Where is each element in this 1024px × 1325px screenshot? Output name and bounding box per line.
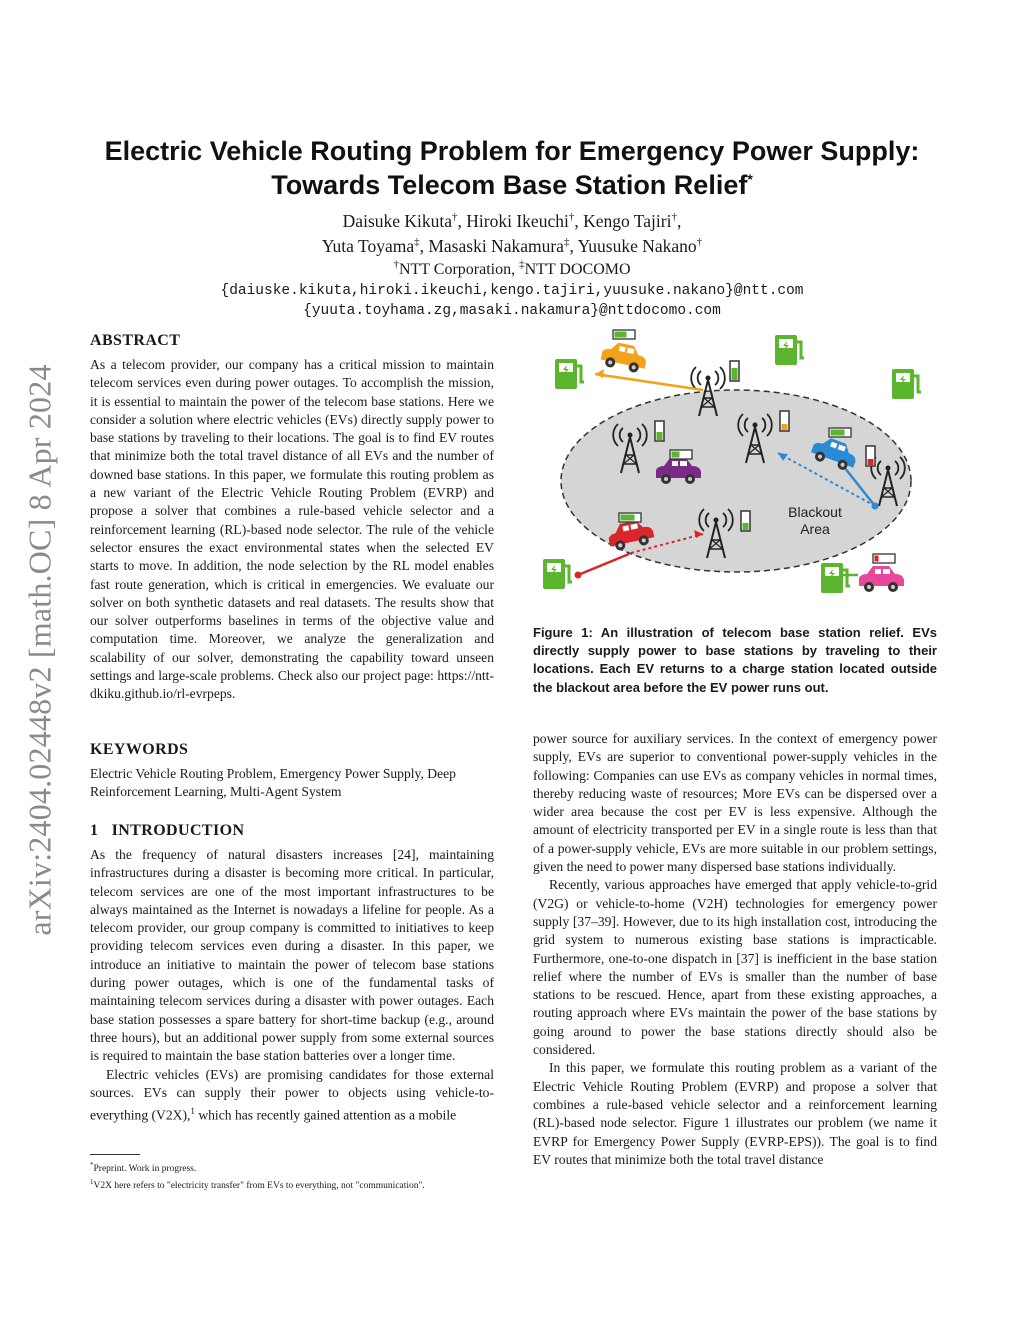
keywords-body [90,765,494,802]
title-line-2: Towards Telecom Base Station Relief* [271,170,753,200]
abstract-heading: ABSTRACT [90,332,181,349]
charge-station-icon [892,369,921,399]
intro-paragraph-1: As the frequency of natural disasters increases [24], maintaining infrastructures during a disaster is becoming more critical. In particular, telecom services are one of the most important infrastructures to be always maintained as the Internet is nowadays a lifeline for people. As a telecom provider, our group company is committed to initiatives to keep providing telecom services even during a disaster. In this paper, we introduce an initiative to maintain the power of telecom base stations during power outages, which is one of the fundamental tasks of maintaining telecom services during a disaster with power outages. Each base station possesses a spare battery for short-time backup (e.g., around three hours), but an additional power supply from some external sources is required to maintain the base station batteries over a longer time. [90,847,494,1064]
right-paragraph-3: In this paper, we formulate this routing problem as a variant of the Electric Vehicle Routing Problem (EVRP) and propose a solver that combines a rule-based vehicle selector and a reinforcement learning (RL)-based node selector. Figure 1 illustrates our problem (we name it EVRP for Emergency Power Supply (EVRP-EPS)). The goal is to find EV routes that minimize both the total travel distance [533,1060,937,1167]
blackout-label-2: Area [800,521,830,537]
abstract-section [90,332,494,350]
arxiv-sidebar [18,330,62,970]
email-line-1: {daiuske.kikuta,hiroki.ikeuchi,kengo.tajiri,yuusuke.nakano}@ntt.com [220,283,804,299]
orange-ev-icon [599,340,648,375]
author-line-1: Daisuke Kikuta†, Hiroki Ikeuchi†, Kengo Tajiri†, [342,211,682,231]
intro-body [90,846,494,1125]
keywords-heading: KEYWORDS [90,741,189,758]
author-line-2: Yuta Toyama‡, Masaski Nakamura‡, Yuusuke Nakano† [321,236,703,256]
figure-1 [533,328,937,618]
footnote-2: $^1$V2X here refers to "electricity transfer" from EVs to everything, not "communication". [90,1178,425,1192]
intro-section [90,822,494,840]
charge-station-icon [821,563,850,593]
pink-ev-icon [859,566,904,592]
charge-station-icon [775,335,804,365]
figure-1-caption: Figure 1: An illustration of telecom base station relief. EVs directly supply power to base stations by traveling to their locations. Each EV returns to a charge station located outside the blackout area before the EV power runs out. [533,625,937,695]
charge-station-icon [543,559,572,589]
abstract-text: As a telecom provider, our company has a critical mission to maintain telecom services even during power outages. To accomplish the mission, it is essential to maintain the power of the telecom base stations. Here we consider a solution where electric vehicles (EVs) directly supply power to base stations by traveling to their locations. The goal is to find EV routes that minimize both the total travel distance of all EVs and the number of downed base stations. In this paper, we formulate this routing problem as a new variant of the Electric Vehicle Routing Problem (EVRP) and propose a solver that combines a rule-based vehicle selector and a reinforcement learning (RL)-based node selector. The rule of the vehicle selector ensures the exact environmental states when the selected EV starts to move. In addition, the node selection by the RL model enables fast route generation, which is critical in emergencies. We evaluate our solver on both synthetic datasets and real datasets. The results show that our solver outperforms baselines in terms of the objective value and computation time. Moreover, we analyze the generalization and scalability of our solver, demonstrating the capability toward unseen settings and large-scale problems. Check also our project page: https://ntt-dkiku.github.io/rl-evrpeps. [90,357,494,702]
right-paragraph-2: Recently, various approaches have emerged that apply vehicle-to-grid (V2G) or vehicle-to-home (V2H) technologies for emergency power supply [37–39]. However, due to its high installation cost, introducing the grid system to numerous existing base stations is impracticable. Furthermore, one-to-one dispatch in [37] is inefficient in the base station relief where the number of EVs is smaller than the number of base stations to be rescued. Hence, apart from these existing approaches, a routing approach where EVs maintain the power of the base stations by going around to power the base stations directly should also be considered. [533,877,937,1058]
email-line-2: {yuuta.toyhama.zg,masaki.nakamura}@nttdocomo.com [303,303,721,319]
title-line-1: Electric Vehicle Routing Problem for Emergency Power Supply: [104,136,920,166]
figure-1-illustration [533,328,937,618]
blackout-label-1: Blackout [788,504,842,520]
right-column-body [533,730,937,1169]
paper-title [70,134,954,202]
intro-heading: 1 INTRODUCTION [90,822,245,839]
orange-route [595,374,703,390]
charge-station-icon [555,359,584,389]
keywords-text: Electric Vehicle Routing Problem, Emergency Power Supply, Deep Reinforcement Learning, Multi-Agent System [90,766,456,800]
footnote-1: *Preprint. Work in progress. [90,1161,197,1175]
footnotes [90,1159,494,1193]
abstract-body [90,356,494,704]
footnote-rule [90,1154,140,1155]
keywords-section [90,741,494,759]
red-route [578,554,629,575]
intro-paragraph-2: Electric vehicles (EVs) are promising candidates for those external sources. EVs can supply their power to objects using vehicle-to-everything (V2X),$^1$ which has recently gained attention as a mobile [90,1066,494,1123]
affiliations: †NTT Corporation, ‡NTT DOCOMO [393,258,631,278]
right-paragraph-1: power source for auxiliary services. In the context of emergency power supply, EVs are superior to conventional power-supply vehicles in the following: Companies can use EVs as company vehicles in normal times, thereby reducing waste of resources; More EVs can be dispersed over a wider area because the cost per EV is less expensive. Although the amount of electricity transported per EV in a single route is less than that of a power-supply vehicle, EVs are more suitable in our problem settings, given the need to power many dispersed base stations individually. [533,731,937,875]
title-footnote-mark: * [747,171,753,187]
arxiv-id: arXiv:2404.02448v2 [math.OC] 8 Apr 2024 [21,364,58,936]
